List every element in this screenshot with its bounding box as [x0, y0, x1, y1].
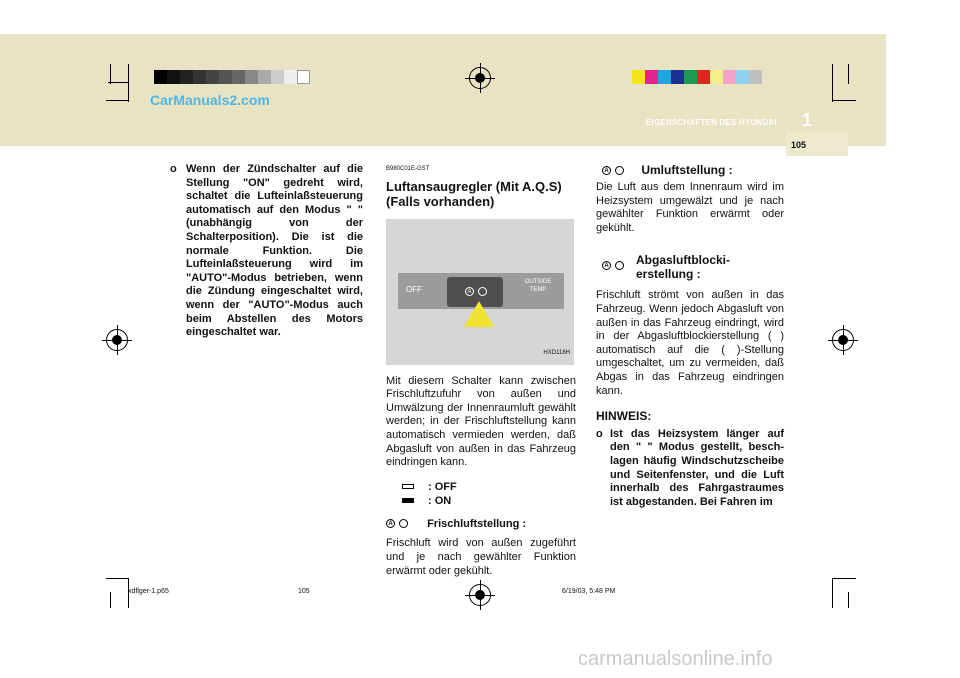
section-code: B980C01E-GST — [386, 166, 430, 172]
column-middle — [386, 163, 576, 578]
fresh-air-heading — [386, 518, 576, 532]
note-item — [596, 428, 784, 510]
temp-label: TEMP — [529, 286, 547, 293]
crop-mark — [832, 578, 833, 608]
bullet: o — [596, 427, 603, 440]
exhaust-block-heading — [596, 253, 784, 281]
watermark-link[interactable]: CarManuals2.com — [150, 92, 270, 108]
exhaust-heading-line2: erstellung : — [636, 267, 701, 282]
header-band-gap — [886, 34, 960, 146]
outside-label: OUTSIDE — [524, 278, 552, 285]
fresh-air-heading-text: Frischluftstellung : — [427, 517, 527, 530]
page-number: 105 — [791, 140, 807, 150]
panel-outside-temp-label — [513, 278, 563, 294]
section-title: EIGENSCHAFTEN DES HYUNDAI — [646, 118, 777, 127]
legend-off: : OFF — [428, 480, 457, 493]
column-left — [170, 163, 363, 340]
recirculation-icon: A — [602, 166, 624, 175]
crop-mark — [832, 578, 856, 579]
indicator-legend — [386, 480, 576, 508]
switch-description: Mit diesem Schalter kann zwischen Frischluftzufuhr von außen und Umwälzung der Innenraumluft gewählt werden; in der Frischluftstellung kann automatisch vermieden werden, daß Abgasluft von außen in das Fahrzeug eindringen kann. — [386, 374, 576, 469]
crop-mark — [106, 100, 128, 101]
crop-mark — [106, 578, 128, 579]
recirculation-text: Die Luft aus dem Innenraum wird im Heizsystem umgewälzt und je nach gewählter Funktion erwärmt oder gekühlt. — [596, 181, 784, 234]
registration-mark — [469, 584, 491, 606]
header-band — [0, 34, 886, 146]
footer-site-watermark[interactable]: carmanualsonline.info — [578, 648, 773, 670]
exhaust-block-text: Frischluft strömt von außen in das Fahrzeug. Wenn jedoch Abgasluft von außen in das Fahrzeug eindringt, wird in der Abgasluftblockierstellung ( ) automatisch auf die ( )-Stellung umgeschaltet, um zu vermeiden, daß Abgas in das Fahrzeug eindringen kann. — [596, 289, 784, 397]
note-text: Ist das Heizsystem länger auf den " " Modus gestellt, besch-lagen häufig Windschutzscheibe und Seitenfenster, und die Luft innerhalb des Fahrgastraumes ist abgestanden. Bei Fahren im — [610, 427, 784, 508]
grayscale-bar — [154, 70, 310, 84]
fresh-air-text: Frischluft wird von außen zugeführt und je nach gewählter Funktion erwärmt oder gekühlt. — [386, 537, 576, 577]
crop-mark — [128, 64, 129, 102]
panel-off-label: OFF — [406, 284, 422, 294]
crop-mark — [832, 100, 856, 101]
ignition-note-text: Wenn der Zündschalter auf die Stellung "ON" gedreht wird, schaltet die Lufteinlaßsteuerung automatisch auf den Modus " " (unabhängig von der Schalterposition). Die ist die normale Funktion. Die Lufteinlaßsteuerung wird im "AUTO"-Modus betrieben, wenn die Zündung eingeschaltet wird, wenn der "AUTO"-Modus auch beim Abstellen des Motors eingeschaltet war. — [186, 163, 363, 339]
footer-page: 105 — [298, 588, 310, 595]
legend-on: : ON — [428, 494, 452, 507]
crop-mark — [848, 64, 849, 84]
indicator-off-icon — [402, 484, 414, 489]
crop-mark — [110, 64, 111, 84]
note-heading: HINWEIS: — [596, 409, 652, 424]
pointer-arrow-icon — [464, 301, 494, 327]
registration-mark — [469, 67, 491, 89]
control-panel-figure — [386, 219, 574, 365]
aqs-icon: A — [465, 287, 487, 296]
fresh-air-icon: A — [386, 519, 408, 528]
footer-file: xdflger-1.p65 — [128, 588, 169, 595]
column-right — [596, 163, 784, 509]
exhaust-block-icon: A — [602, 261, 624, 270]
crop-mark — [108, 82, 128, 83]
section-heading: Luftansaugregler (Mit A.Q.S) (Falls vorhanden) — [386, 178, 562, 209]
crop-mark — [110, 592, 111, 608]
crop-mark — [832, 64, 833, 102]
crop-mark — [848, 592, 849, 608]
registration-mark — [106, 329, 128, 351]
exhaust-heading-line1: Abgasluftblocki- — [636, 253, 731, 268]
recirculation-heading-text: Umluftstellung : — [641, 163, 733, 177]
bullet: o — [170, 163, 177, 175]
figure-id: HXD118H — [543, 350, 570, 356]
color-bar — [632, 70, 762, 84]
chapter-number: 1 — [802, 110, 813, 130]
indicator-on-icon — [402, 498, 414, 503]
footer-date: 6/19/03, 5:48 PM — [562, 588, 616, 595]
registration-mark — [832, 329, 854, 351]
recirculation-heading — [596, 163, 784, 177]
